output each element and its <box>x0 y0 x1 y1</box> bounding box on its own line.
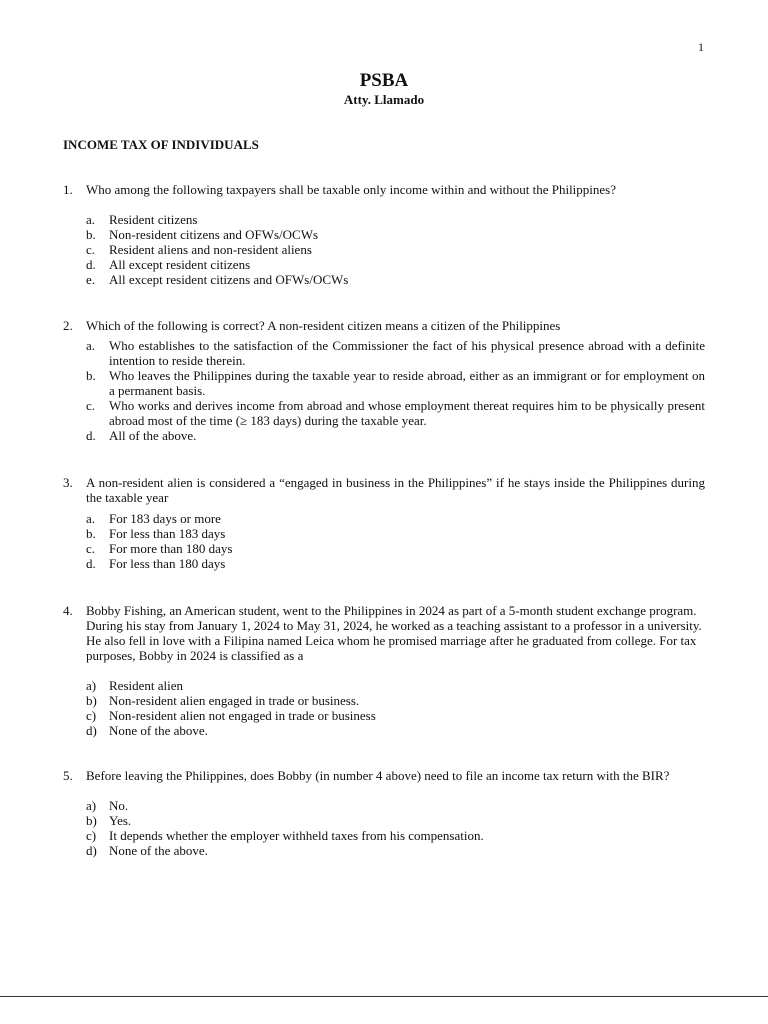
option-letter: d) <box>86 843 97 858</box>
question-4 <box>63 603 705 738</box>
option-text: For more than 180 days <box>109 541 233 556</box>
option-list <box>63 338 705 443</box>
option-text: All except resident citizens and OFWs/OCWs <box>109 272 349 287</box>
option-item <box>86 368 705 398</box>
option-letter: a. <box>86 338 96 353</box>
option-item <box>86 398 705 428</box>
option-list <box>63 678 705 738</box>
question-3 <box>63 475 705 571</box>
option-item <box>86 708 705 723</box>
option-item <box>86 257 705 272</box>
option-letter: e. <box>86 272 96 287</box>
option-text: None of the above. <box>109 723 208 738</box>
question-2 <box>63 318 705 443</box>
option-text: It depends whether the employer withheld taxes from his compensation. <box>109 828 484 843</box>
option-letter: b. <box>86 227 96 242</box>
option-item <box>86 227 705 242</box>
option-text: All of the above. <box>109 428 197 443</box>
question-number: 4. <box>63 603 73 618</box>
question-text: Bobby Fishing, an American student, went to the Philippines in 2024 as part of a 5-month student exchange program. During his stay from January 1, 2024 to May 31, 2024, he worked as a teaching assistant to a professor in a university. He also fell in love with a Filipina named Leica whom he promised marriage after he graduated from college. For tax purposes, Bobby in 2024 is classified as a <box>86 603 702 663</box>
option-item <box>86 678 705 693</box>
option-letter: c. <box>86 541 96 556</box>
option-item <box>86 556 705 571</box>
option-text: For less than 180 days <box>109 556 226 571</box>
option-letter: d. <box>86 556 96 571</box>
document-title: PSBA <box>359 70 409 91</box>
option-text: Who leaves the Philippines during the taxable year to reside abroad, either as an immigrant or for employment on a permanent basis. <box>109 368 705 398</box>
option-letter: c. <box>86 242 96 257</box>
option-text: For less than 183 days <box>109 526 226 541</box>
option-item <box>86 272 705 287</box>
option-item <box>86 511 705 526</box>
option-letter: a. <box>86 511 96 526</box>
option-letter: d. <box>86 257 96 272</box>
option-list <box>63 798 705 858</box>
option-letter: c. <box>86 398 96 413</box>
option-text: For 183 days or more <box>109 511 221 526</box>
question-text: A non-resident alien is considered a “engaged in business in the Philippines” if he stays inside the Philippines during the taxable year <box>86 475 705 505</box>
option-text: Non-resident citizens and OFWs/OCWs <box>109 227 319 242</box>
option-text: All except resident citizens <box>109 257 251 272</box>
question-5 <box>63 768 705 858</box>
document-header <box>0 70 768 107</box>
option-letter: a) <box>86 678 97 693</box>
option-letter: a) <box>86 798 97 813</box>
option-item <box>86 541 705 556</box>
section-heading: INCOME TAX OF INDIVIDUALS <box>63 137 259 152</box>
option-letter: c) <box>86 708 97 723</box>
option-letter: c) <box>86 828 97 843</box>
option-item <box>86 338 705 368</box>
option-list <box>63 212 705 287</box>
option-text: Resident citizens <box>109 212 198 227</box>
option-text: Non-resident alien engaged in trade or business. <box>109 693 360 708</box>
option-item <box>86 798 705 813</box>
page-number: 1 <box>698 40 704 54</box>
option-item <box>86 212 705 227</box>
option-item <box>86 828 705 843</box>
option-text: Who establishes to the satisfaction of the Commissioner the fact of his physical presence abroad with a definite intention to reside therein. <box>109 338 705 368</box>
option-text: None of the above. <box>109 843 208 858</box>
option-item <box>86 428 705 443</box>
option-letter: a. <box>86 212 96 227</box>
option-item <box>86 723 705 738</box>
option-text: No. <box>109 798 129 813</box>
question-1 <box>63 182 705 287</box>
question-number: 1. <box>63 182 73 197</box>
option-item <box>86 813 705 828</box>
option-item <box>86 843 705 858</box>
question-number: 2. <box>63 318 73 333</box>
option-text: Resident alien <box>109 678 184 693</box>
option-letter: d) <box>86 723 97 738</box>
option-letter: b) <box>86 813 97 828</box>
question-number: 5. <box>63 768 73 783</box>
option-text: Non-resident alien not engaged in trade or business <box>109 708 376 723</box>
option-text: Who works and derives income from abroad and whose employment thereat requires him to be physically present abroad most of the time (≥ 183 days) during the taxable year. <box>109 398 705 428</box>
question-text: Who among the following taxpayers shall be taxable only income within and without the Philippines? <box>86 182 617 197</box>
question-text: Before leaving the Philippines, does Bobby (in number 4 above) need to file an income tax return with the BIR? <box>86 768 670 783</box>
option-text: Yes. <box>109 813 132 828</box>
question-text: Which of the following is correct? A non-resident citizen means a citizen of the Philippines <box>86 318 561 333</box>
option-item <box>86 242 705 257</box>
option-item <box>86 693 705 708</box>
option-list <box>63 511 705 571</box>
option-letter: d. <box>86 428 96 443</box>
option-letter: b. <box>86 368 96 383</box>
option-text: Resident aliens and non-resident aliens <box>109 242 312 257</box>
page-bottom-divider <box>0 996 768 997</box>
question-number: 3. <box>63 475 73 490</box>
option-letter: b) <box>86 693 97 708</box>
option-letter: b. <box>86 526 96 541</box>
document-subtitle: Atty. Llamado <box>343 92 425 107</box>
option-item <box>86 526 705 541</box>
